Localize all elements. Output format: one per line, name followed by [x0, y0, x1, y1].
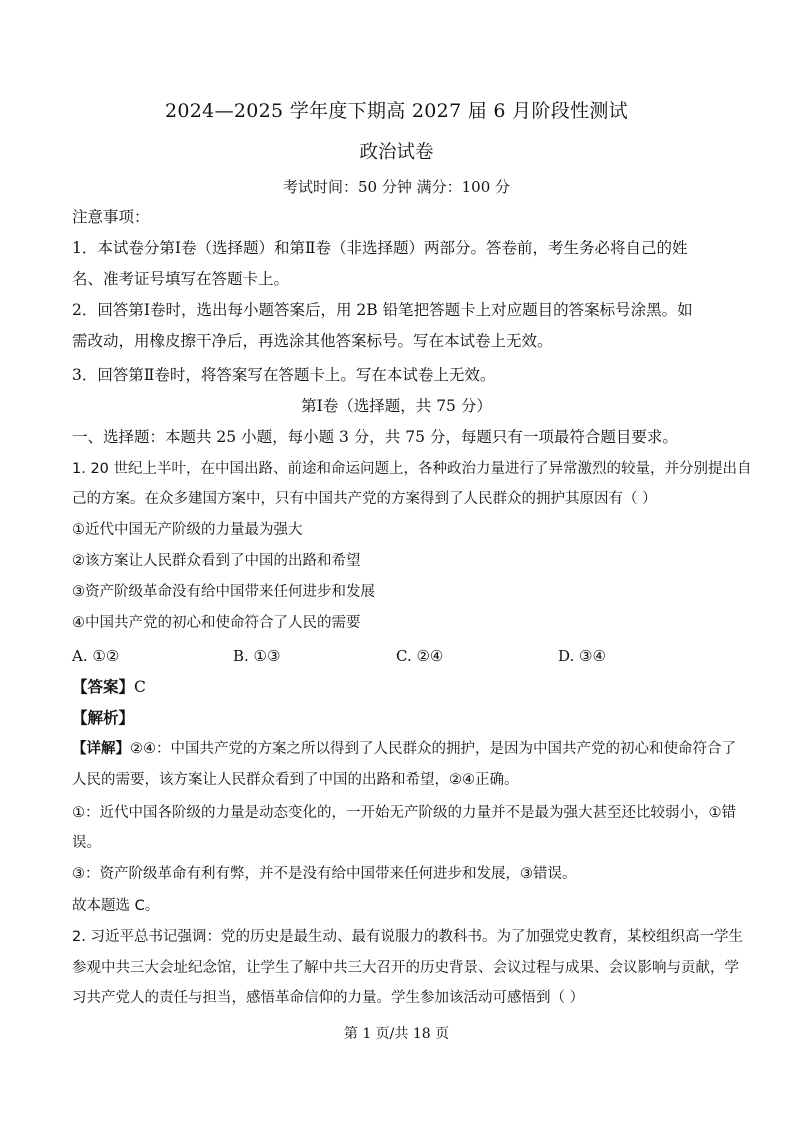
- note-1-line-1: 1．本试卷分第Ⅰ卷（选择题）和第Ⅱ卷（非选择题）两部分。答卷前，考生务必将自己的姓: [72, 239, 688, 257]
- notes-heading: 注意事项：: [72, 208, 150, 226]
- q1-option-b: B. ①③: [233, 647, 281, 665]
- q1-statement-1: ①近代中国无产阶级的力量最为强大: [72, 522, 303, 538]
- q1-detail-line-1: [72, 739, 736, 759]
- q1-stem-line-2: 己的方案。在众多建国方案中，只有中国共产党的方案得到了人民群众的拥护其原因有（ ）: [72, 491, 657, 507]
- detail-text: ②④：中国共产党的方案之所以得到了人民群众的拥护，是因为中国共产党的初心和使命符合了: [130, 741, 736, 757]
- note-1-line-2: 名、准考证号填写在答题卡上。: [72, 270, 290, 288]
- exam-title: 2024—2025 学年度下期高 2027 届 6 月阶段性测试: [165, 100, 628, 122]
- q1-detail-line-4: 误。: [72, 835, 101, 851]
- q1-statement-2: ②该方案让人民群众看到了中国的出路和希望: [72, 553, 361, 569]
- page-footer: 第 1 页/共 18 页: [343, 1026, 450, 1042]
- subject-title: 政治试卷: [359, 142, 434, 163]
- q1-statement-3: ③资产阶级革命没有给中国带来任何进步和发展: [72, 584, 375, 600]
- q1-option-a: A. ①②: [72, 647, 120, 665]
- answer-value: C: [134, 678, 146, 696]
- section-title: 第Ⅰ卷（选择题，共 75 分）: [301, 397, 492, 415]
- exam-meta: 考试时间：50 分钟 满分：100 分: [282, 178, 511, 196]
- q1-detail-line-2: 人民的需要，该方案让人民群众看到了中国的出路和希望，②④正确。: [72, 772, 519, 788]
- note-3: 3．回答第Ⅱ卷时，将答案写在答题卡上。写在本试卷上无效。: [72, 366, 496, 384]
- q1-option-c: C. ②④: [396, 647, 444, 665]
- q1-detail-line-5: ③：资产阶级革命有利有弊，并不是没有给中国带来任何进步和发展，③错误。: [72, 866, 577, 882]
- q1-conclusion: 故本题选 C。: [72, 898, 160, 914]
- detail-label: 【详解】: [72, 741, 130, 757]
- q2-stem-line-3: 习共产党人的责任与担当，感悟革命信仰的力量。学生参加该活动可感悟到（ ）: [72, 990, 585, 1006]
- note-2-line-1: 2．回答第Ⅰ卷时，选出每小题答案后，用 2B 铅笔把答题卡上对应题目的答案标号涂黑。如: [72, 301, 693, 319]
- q1-stem-line-1: 1. 20 世纪上半叶，在中国出路、前途和命运问题上，各种政治力量进行了异常激烈的较量，并分别提出自: [72, 461, 752, 477]
- analysis-label: 【解析】: [72, 708, 135, 727]
- q2-stem-line-2: 参观中共三大会址纪念馆，让学生了解中共三大召开的历史背景、会议过程与成果、会议影响与贡献，学: [72, 960, 739, 976]
- q2-stem-line-1: 2. 习近平总书记强调：党的历史是最生动、最有说服力的教科书。为了加强党史教育，某校组织高一学生: [72, 929, 743, 945]
- note-2-line-2: 需改动，用橡皮擦干净后，再选涂其他答案标号。写在本试卷上无效。: [72, 332, 553, 350]
- q1-answer-row: [72, 677, 732, 697]
- q1-statement-4: ④中国共产党的初心和使命符合了人民的需要: [72, 615, 361, 631]
- q1-detail-line-3: ①：近代中国各阶级的力量是动态变化的，一开始无产阶级的力量并不是最为强大甚至还比较弱小，①错: [72, 805, 736, 821]
- section-instruction: 一、选择题：本题共 25 小题，每小题 3 分，共 75 分，每题只有一项最符合题目要求。: [72, 428, 678, 446]
- answer-label: 【答案】: [72, 677, 135, 696]
- q1-option-d: D. ③④: [558, 647, 606, 665]
